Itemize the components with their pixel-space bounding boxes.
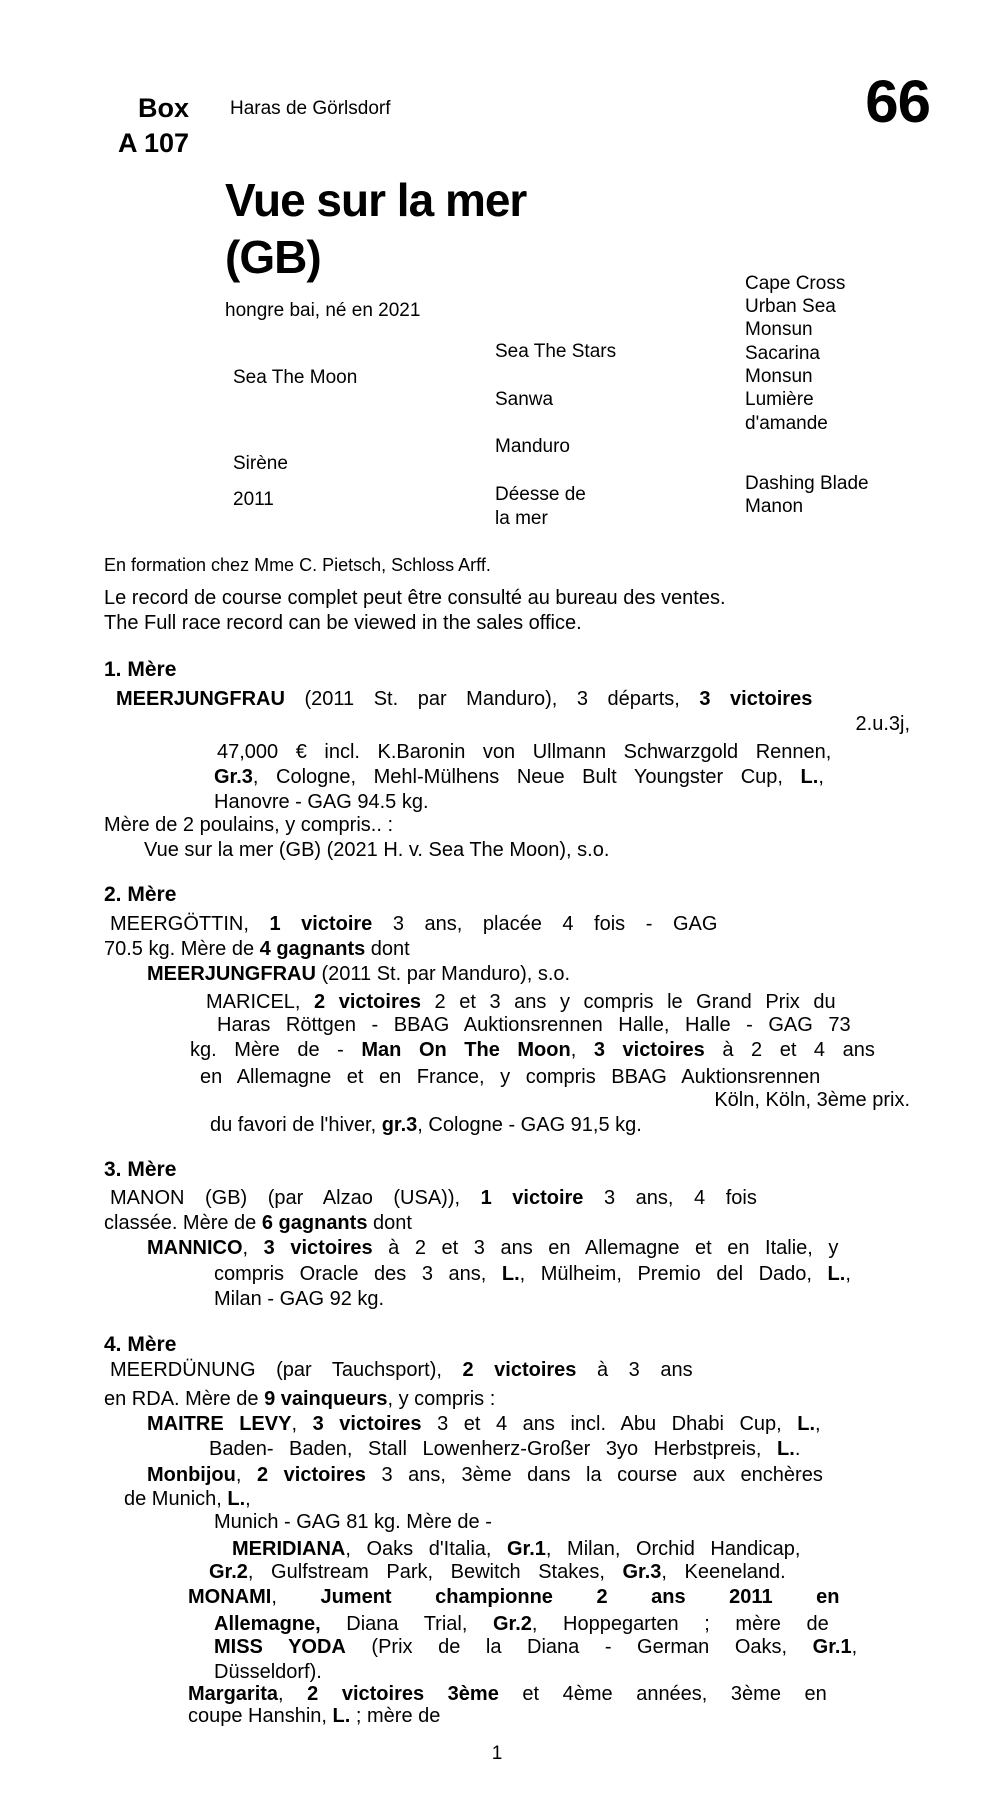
emphasized-text: 2 victoires 3ème [307,1683,499,1705]
pedigree-cell-great-grandparents: Monsun [745,319,813,340]
emphasized-text: 2 victoires [314,991,421,1013]
plain-text: du favori de l'hiver, [210,1114,382,1136]
plain-text: , [271,1586,321,1608]
pedigree-cell-great-grandparents: Sacarina [745,343,820,364]
pedigree-cell-great-grandparents: Cape Cross [745,273,846,294]
dam-4-text-line [214,1635,857,1659]
dam-2-text-line [200,1065,820,1089]
dam-1-text-line [214,765,824,789]
emphasized-text: MAITRE LEVY [147,1413,292,1435]
emphasized-text: Gr.1 [812,1636,852,1658]
plain-text: en RDA. Mère de [104,1388,265,1410]
plain-text: MANON (GB) (par Alzao (USA)), [110,1187,481,1209]
emphasized-text: 4 gagnants [259,938,366,960]
plain-text: Hanovre - GAG 94.5 kg. [214,791,429,813]
emphasized-text: 3 victoires [312,1413,422,1435]
dam-4-text-line [214,1612,829,1636]
emphasized-text: Margarita [188,1683,279,1705]
emphasized-text: 3 victoires [263,1237,373,1259]
dam-4-text-line [110,1358,693,1382]
dam-2-text-line [104,937,410,961]
pedigree-cell-great-grandparents: Manon [745,496,804,517]
emphasized-text: MANNICO [147,1237,243,1259]
section-heading-dam-3: 3. Mère [104,1158,177,1181]
emphasized-text: 1 victoire [269,913,373,935]
emphasized-text: 1 victoire [480,1187,584,1209]
horse-name-suffix: (GB) [225,231,321,283]
intro-line: The Full race record can be viewed in the sales office. [104,612,582,634]
plain-text: 3 ans, 3ème dans la course aux enchères [365,1464,823,1486]
dam-1-text-line [144,838,609,862]
pedigree-cell-parents: Sirène [233,453,288,474]
plain-text: classée. Mère de [104,1212,262,1234]
pedigree-cell-grandparents: Déesse de [495,484,586,505]
plain-text: Milan - GAG 92 kg. [214,1288,385,1310]
horse-description: hongre bai, né en 2021 [225,300,421,321]
plain-text: ; mère de [350,1705,441,1727]
dam-1-text-line [217,740,831,764]
plain-text: Düsseldorf). [214,1661,322,1683]
pedigree-cell-parents: 2011 [233,489,274,510]
plain-text: , [242,1237,264,1259]
dam-4-text-line [209,1437,800,1461]
plain-text: MEERDÜNUNG (par Tauchsport), [110,1359,463,1381]
dam-1-text-line [116,687,812,711]
emphasized-text: MERIDIANA [232,1538,346,1560]
pedigree-cell-great-grandparents: Monsun [745,366,813,387]
emphasized-text: Gr.1 [507,1538,546,1560]
emphasized-text: L. [227,1488,246,1510]
dam-3-text-line [147,1236,838,1260]
dam-4-text-line [188,1704,440,1728]
dam-3-text-line [214,1287,384,1311]
plain-text: 2 et 3 ans y compris le Grand Prix du [420,991,836,1013]
lot-number: 66 [865,68,930,135]
page-number: 1 [491,1743,503,1764]
emphasized-text: L. [800,766,819,788]
plain-text: dont [365,938,410,960]
plain-text: , Gulfstream Park, Bewitch Stakes, [247,1561,623,1583]
intro-line: En formation chez Mme C. Pietsch, Schloss Arff. [104,555,491,575]
plain-text: , [291,1413,313,1435]
pedigree-cell-grandparents: la mer [495,508,548,529]
intro-line: Le record de course complet peut être consulté au bureau des ventes. [104,587,726,609]
emphasized-text: MONAMI [188,1586,272,1608]
dam-1-text-line [104,813,393,837]
plain-text: , Hoppegarten ; mère de [531,1613,829,1635]
plain-text: 3 ans, placée 4 fois - GAG [372,913,718,935]
emphasized-text: Man On The Moon [361,1039,571,1061]
emphasized-text: MISS YODA [214,1636,346,1658]
plain-text: Haras Röttgen - BBAG Auktionsrennen Halle, Halle - GAG 73 [217,1014,851,1036]
dam-3-text-line [110,1186,757,1210]
dam-4-text-line [104,1387,495,1411]
section-heading-dam-4: 4. Mère [104,1333,177,1356]
plain-text: , Cologne - GAG 91,5 kg. [417,1114,642,1136]
plain-text: kg. Mère de - [190,1039,362,1061]
emphasized-text: 3 victoires [593,1039,705,1061]
plain-text: , [851,1636,858,1658]
plain-text: et 4ème années, 3ème en [498,1683,827,1705]
plain-text: à 2 et 3 ans en Allemagne et en Italie, y [372,1237,839,1259]
dam-1-text-line [856,712,910,736]
dam-2-text-line [217,1013,851,1037]
plain-text: Vue sur la mer (GB) (2021 H. v. Sea The Moon), s.o. [144,839,610,861]
pedigree-cell-grandparents: Sanwa [495,389,554,410]
box-label-line1: Box [137,93,189,123]
plain-text: en Allemagne et en France, y compris BBAG Auktionsrennen [200,1066,821,1088]
dam-4-text-line [214,1510,492,1534]
emphasized-text: 9 vainqueurs [264,1388,388,1410]
emphasized-text: Allemagne, [214,1613,321,1635]
plain-text: de Munich, [124,1488,228,1510]
pedigree-cell-great-grandparents: Dashing Blade [745,473,869,494]
plain-text: 2.u.3j, [855,713,910,735]
plain-text: 47,000 € incl. K.Baronin von Ullmann Schwarzgold Rennen, [217,741,832,763]
plain-text: MEERGÖTTIN, [110,913,270,935]
plain-text: , [845,1263,851,1285]
dam-4-text-line [188,1585,839,1609]
emphasized-text: 3 victoires [699,688,813,710]
section-heading-dam-1: 1. Mère [104,658,177,681]
dam-2-text-line [110,912,717,936]
emphasized-text: Jument championne 2 ans 2011 en [320,1586,840,1608]
plain-text: (Prix de la Diana - German Oaks, [345,1636,813,1658]
pedigree-cell-great-grandparents: Urban Sea [745,296,836,317]
plain-text: , [278,1683,308,1705]
dam-4-text-line [147,1412,821,1436]
emphasized-text: L. [797,1413,816,1435]
dam-3-text-line [104,1211,412,1235]
dam-3-text-line [214,1262,851,1286]
emphasized-text: MEERJUNGFRAU [147,963,316,985]
plain-text: , [815,1413,821,1435]
plain-text: , [818,766,824,788]
dam-4-text-line [188,1682,827,1706]
emphasized-text: 6 gagnants [261,1212,368,1234]
emphasized-text: Gr.3 [622,1561,662,1583]
dam-4-text-line [124,1487,251,1511]
pedigree-cell-great-grandparents: d'amande [745,413,828,434]
dam-2-text-line [190,1038,875,1062]
pedigree-cell-grandparents: Manduro [495,436,570,457]
plain-text: compris Oracle des 3 ans, [214,1263,502,1285]
plain-text: Baden- Baden, Stall Lowenherz-Großer 3yo Herbstpreis, [209,1438,778,1460]
dam-2-text-line [206,990,836,1014]
emphasized-text: 2 victoires [256,1464,366,1486]
plain-text: . [794,1438,801,1460]
plain-text: 3 ans, 4 fois [583,1187,757,1209]
plain-text: (2011 St. par Manduro), 3 départs, [284,688,700,710]
plain-text: , [245,1488,251,1510]
dam-4-text-line [147,1463,823,1487]
plain-text: , Cologne, Mehl-Mülhens Neue Bult Youngster Cup, [252,766,801,788]
plain-text: à 2 et 4 ans [704,1039,875,1061]
plain-text: 70.5 kg. Mère de [104,938,260,960]
plain-text: Munich - GAG 81 kg. Mère de - [214,1511,492,1533]
plain-text: , [570,1039,594,1061]
dam-1-text-line [214,790,429,814]
plain-text: , y compris : [387,1388,496,1410]
pedigree-cell-grandparents: Sea The Stars [495,341,617,362]
horse-name-title: Vue sur la mer [225,174,527,226]
dam-2-text-line [147,962,570,986]
plain-text: , [235,1464,257,1486]
emphasized-text: gr.3 [381,1114,418,1136]
emphasized-text: MEERJUNGFRAU [116,688,285,710]
emphasized-text: Gr.3 [214,766,253,788]
emphasized-text: L. [777,1438,795,1460]
emphasized-text: L. [827,1263,846,1285]
pedigree-cell-parents: Sea The Moon [233,367,358,388]
plain-text: , Mülheim, Premio del Dado, [519,1263,828,1285]
dam-4-text-line [214,1660,322,1684]
plain-text: , Oaks d'Italia, [345,1538,507,1560]
section-heading-dam-2: 2. Mère [104,883,177,906]
plain-text: MARICEL, [206,991,315,1013]
plain-text: dont [367,1212,412,1234]
plain-text: coupe Hanshin, [188,1705,333,1727]
consignor-name: Haras de Görlsdorf [230,98,391,119]
plain-text: à 3 ans [576,1359,693,1381]
plain-text: , Keeneland. [661,1561,786,1583]
emphasized-text: Gr.2 [209,1561,248,1583]
emphasized-text: 2 victoires [462,1359,577,1381]
emphasized-text: L. [501,1263,520,1285]
plain-text: Diana Trial, [320,1613,493,1635]
emphasized-text: Monbijou [147,1464,236,1486]
emphasized-text: L. [332,1705,351,1727]
box-label-line2: A 107 [117,128,189,158]
plain-text: Mère de 2 poulains, y compris.. : [104,814,394,836]
plain-text: Köln, Köln, 3ème prix. [714,1089,910,1111]
plain-text: , Milan, Orchid Handicap, [545,1538,801,1560]
dam-2-text-line [210,1113,642,1137]
dam-4-text-line [232,1537,800,1561]
pedigree-cell-great-grandparents: Lumière [745,389,814,410]
dam-4-text-line [209,1560,786,1584]
dam-2-text-line [714,1088,910,1112]
plain-text: (2011 St. par Manduro), s.o. [315,963,571,985]
emphasized-text: Gr.2 [492,1613,532,1635]
plain-text: 3 et 4 ans incl. Abu Dhabi Cup, [421,1413,798,1435]
